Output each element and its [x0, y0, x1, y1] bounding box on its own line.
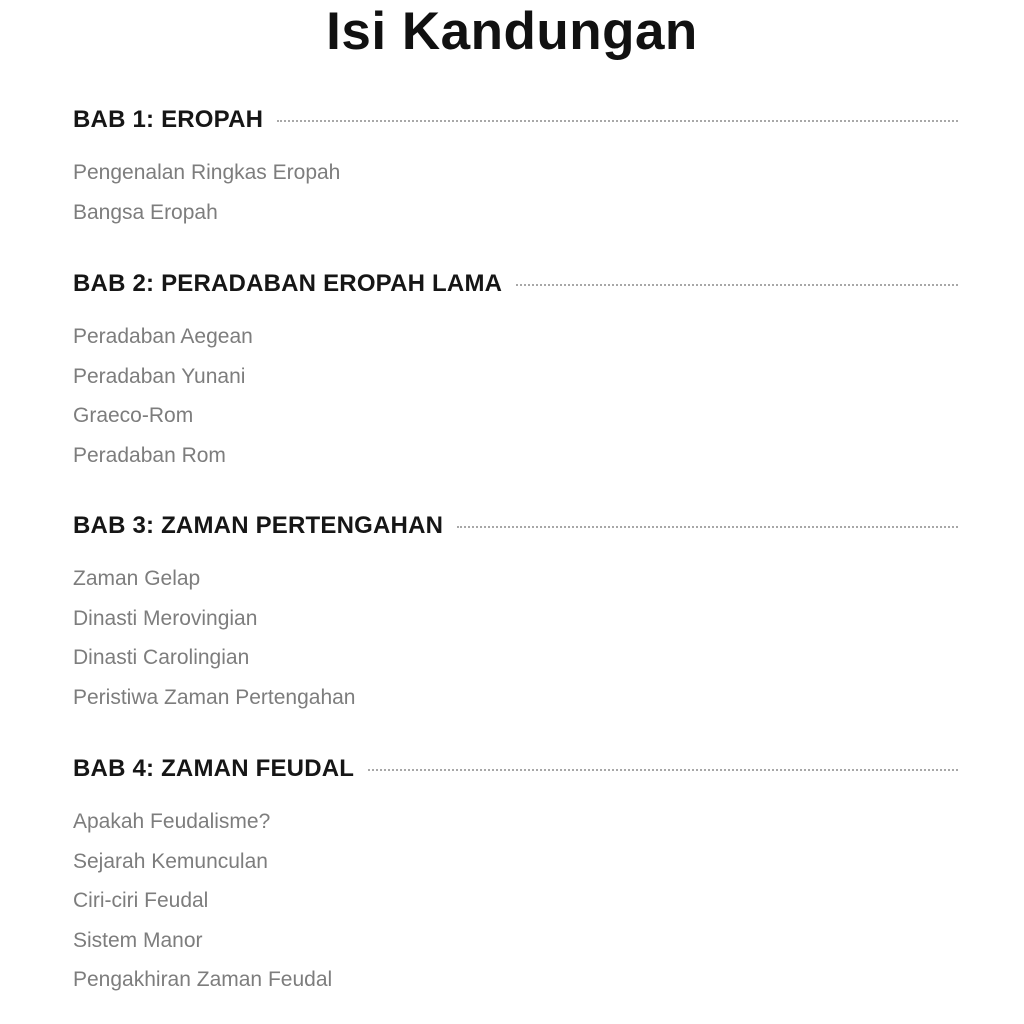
dotted-divider: [516, 284, 958, 286]
topic-list: [73, 565, 958, 723]
topic-link[interactable]: Peradaban Yunani: [73, 364, 246, 388]
chapter-3: [73, 508, 958, 723]
topic-link[interactable]: Dinasti Merovingian: [73, 606, 258, 630]
chapter-title: BAB 1: EROPAH: [73, 106, 264, 133]
topic-link[interactable]: Apakah Feudalisme?: [73, 810, 271, 833]
topic-list: [73, 159, 958, 238]
topic-link[interactable]: Dinasti Carolingian: [73, 646, 250, 669]
topic-list: [73, 323, 958, 481]
dotted-divider: [457, 526, 958, 528]
chapter-heading: [73, 266, 958, 302]
topic-link[interactable]: Graeco-Rom: [73, 404, 194, 427]
topic-link[interactable]: Sejarah Kemunculan: [73, 849, 268, 873]
topic-link[interactable]: Zaman Gelap: [73, 567, 201, 590]
topic-link[interactable]: Pengenalan Ringkas Eropah: [73, 161, 341, 184]
topic-list: [73, 808, 958, 1006]
topic-link[interactable]: Bangsa Eropah: [73, 200, 218, 224]
chapter-1: [73, 102, 958, 238]
chapter-heading: [73, 508, 958, 544]
chapter-title: BAB 4: ZAMAN FEUDAL: [73, 755, 355, 782]
chapter-title: BAB 3: ZAMAN PERTENGAHAN: [73, 512, 444, 539]
page-title: Isi Kandungan: [326, 2, 698, 61]
chapter-heading: [73, 102, 958, 138]
dotted-divider: [277, 120, 958, 122]
chapter-heading: [73, 751, 958, 787]
topic-link[interactable]: Peradaban Aegean: [73, 325, 253, 348]
topic-link[interactable]: Sistem Manor: [73, 928, 203, 952]
topic-link[interactable]: Ciri-ciri Feudal: [73, 889, 209, 912]
chapter-title: BAB 2: PERADABAN EROPAH LAMA: [73, 270, 503, 297]
topic-link[interactable]: Peristiwa Zaman Pertengahan: [73, 685, 356, 709]
chapter-4: [73, 751, 958, 1006]
dotted-divider: [368, 769, 958, 771]
chapter-2: [73, 266, 958, 481]
topic-link[interactable]: Peradaban Rom: [73, 443, 226, 467]
topic-link[interactable]: Pengakhiran Zaman Feudal: [73, 968, 333, 991]
